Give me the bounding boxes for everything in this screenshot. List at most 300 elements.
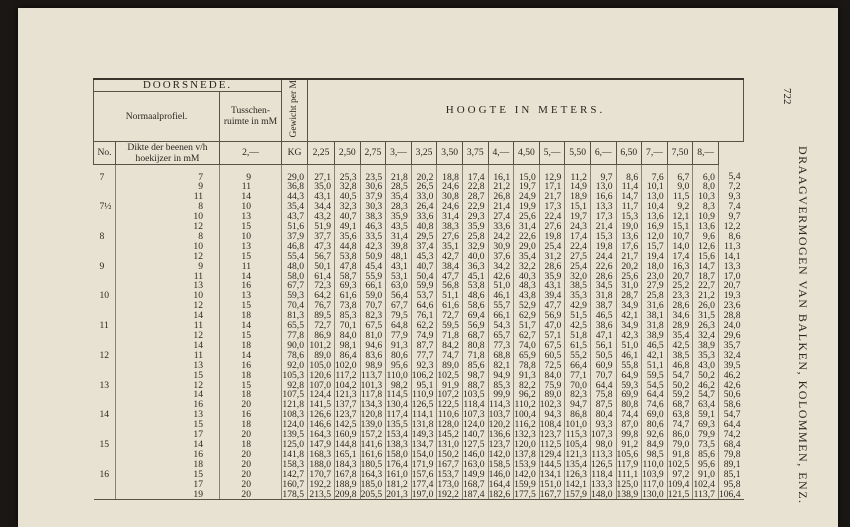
table-cell: 142,0 [514, 470, 540, 480]
table-cell: 138,9 [616, 490, 642, 500]
table-cell: 9,7 [590, 164, 616, 182]
table-cell: 36,8 [282, 182, 308, 192]
table-cell: 25,8 [462, 232, 488, 242]
table-cell: 107,0 [308, 381, 335, 391]
table-cell: 97,2 [667, 470, 693, 480]
table-cell: 62,7 [514, 331, 540, 341]
table-cell: 38,3 [437, 222, 463, 232]
table-cell: 44,3 [282, 192, 308, 202]
table-cell: 14 [220, 321, 282, 331]
table-cell: 91,8 [667, 450, 693, 460]
table-cell: 102,4 [693, 480, 719, 490]
table-cell: 12 [116, 222, 220, 232]
table-cell: 74,7 [437, 351, 463, 361]
table-cell: 117,4 [386, 410, 412, 420]
table-cell: 80,8 [616, 400, 642, 410]
table-cell: 149,9 [462, 470, 488, 480]
table-cell: 74,4 [616, 410, 642, 420]
table-cell: 14 [116, 390, 220, 400]
table-cell: 113,7 [693, 490, 719, 500]
table-cell: 11 [116, 272, 220, 282]
table-cell: 82,2 [514, 381, 540, 391]
table-cell: 117,2 [335, 371, 361, 381]
table-cell: 163,0 [462, 460, 488, 470]
table-cell: 8,3 [693, 202, 719, 212]
height-col-header: 5,— [539, 141, 565, 164]
table-cell: 21,4 [488, 202, 514, 212]
table-cell: 14 [220, 192, 282, 202]
table-cell: 104,2 [335, 381, 361, 391]
table-cell: 157,9 [565, 490, 591, 500]
table-cell: 14,0 [667, 242, 693, 252]
table-cell: 102,5 [437, 371, 463, 381]
table-cell: 142,1 [565, 480, 591, 490]
table-cell: 72,7 [437, 311, 463, 321]
table-cell: 54,5 [642, 381, 668, 391]
table-cell: 7,4 [718, 202, 743, 212]
table-cell: 67,5 [360, 321, 386, 331]
table-cell: 9 [116, 182, 220, 192]
table-cell: 153,7 [437, 470, 463, 480]
table-cell: 7 [99, 171, 105, 183]
table-cell: 40,7 [335, 212, 361, 222]
table-cell: 28,3 [386, 202, 412, 212]
table-cell: 192,2 [437, 490, 463, 500]
table-cell: 180,5 [360, 460, 386, 470]
table-cell: 51,9 [308, 222, 335, 232]
table-cell: 56,8 [437, 281, 463, 291]
table-cell: 37,9 [282, 232, 308, 242]
table-cell: 47,7 [539, 301, 565, 311]
table-cell: 7½ [99, 201, 112, 213]
table-cell: 113,7 [360, 371, 386, 381]
table-cell: 131,8 [411, 420, 437, 430]
table-cell: 30,8 [437, 192, 463, 202]
table-cell: 31,4 [386, 232, 412, 242]
table-cell: 24,2 [488, 232, 514, 242]
table-cell: 31,4 [437, 212, 463, 222]
table-cell: 13,0 [642, 192, 668, 202]
table-cell: 42,6 [488, 272, 514, 282]
table-cell: 28,5 [386, 182, 412, 192]
table-cell: 117,0 [642, 480, 668, 490]
table-cell: 29,6 [718, 331, 743, 341]
table-cell: 48,0 [282, 262, 308, 272]
table-cell: 46,2 [718, 371, 743, 381]
table-cell: 11 [116, 321, 220, 331]
table-cell: 18,8 [437, 164, 463, 182]
table-cell: 16 [220, 281, 282, 291]
table-cell: 72,3 [308, 281, 335, 291]
table-cell: 89,0 [437, 361, 463, 371]
table-cell: 78,8 [514, 361, 540, 371]
table-cell: 87,0 [616, 420, 642, 430]
table-cell: 9 [220, 164, 282, 182]
height-col-header: 7,50 [667, 141, 693, 164]
table-cell: 7,2 [718, 182, 743, 192]
table-cell: 75,9 [539, 381, 565, 391]
page-number: 722 [781, 88, 793, 105]
table-cell: 50,2 [667, 381, 693, 391]
table-cell: 31,2 [539, 252, 565, 262]
table-cell: 24,3 [565, 222, 591, 232]
table-cell [94, 361, 116, 371]
table-cell: 43,1 [539, 281, 565, 291]
table-cell: 26,8 [488, 192, 514, 202]
table-cell: 59,0 [360, 291, 386, 301]
table-row [94, 490, 744, 500]
table-cell: 105,6 [616, 450, 642, 460]
table-cell: 42,7 [437, 252, 463, 262]
table-cell: 9,7 [718, 212, 743, 222]
table-cell: 14 [99, 409, 110, 421]
table-cell: 20 [220, 400, 282, 410]
table-cell: 11 [220, 182, 282, 192]
table-cell: 70,4 [282, 301, 308, 311]
table-cell: 25,6 [514, 212, 540, 222]
table-cell: 17,6 [616, 242, 642, 252]
table-cell: 64,8 [386, 321, 412, 331]
table-cell: 139,0 [360, 420, 386, 430]
table-cell: 98,9 [360, 361, 386, 371]
table-cell: 108,4 [539, 420, 565, 430]
table-cell: 64,4 [590, 381, 616, 391]
table-cell: 37,9 [360, 192, 386, 202]
table-cell: 46,8 [667, 361, 693, 371]
table-cell: 10 [220, 202, 282, 212]
table-cell: 11 [116, 192, 220, 202]
table-cell: 20,2 [616, 262, 642, 272]
table-cell: 34,5 [590, 281, 616, 291]
table-cell: 31,0 [616, 281, 642, 291]
table-cell: 42,3 [360, 242, 386, 252]
table-cell: 60,9 [590, 361, 616, 371]
table-cell: 129,4 [539, 450, 565, 460]
table-cell: 158,3 [282, 460, 308, 470]
table-cell: 102,0 [335, 361, 361, 371]
table-cell: 73,5 [693, 440, 719, 450]
table-cell: 146,6 [308, 420, 335, 430]
table-cell: 46,2 [693, 381, 719, 391]
table-cell: 6,0 [693, 164, 719, 182]
table-cell: 171,9 [411, 460, 437, 470]
height-col-header: 2,— [220, 141, 282, 164]
table-cell: 121,3 [335, 390, 361, 400]
table-cell: 88,7 [462, 381, 488, 391]
table-cell: 54,7 [667, 371, 693, 381]
table-cell: 15 [220, 331, 282, 341]
table-cell: 89,0 [308, 351, 335, 361]
table-cell: 110,0 [386, 371, 412, 381]
table-cell: 71,8 [437, 331, 463, 341]
table-cell: 33,0 [411, 192, 437, 202]
table-cell [94, 420, 116, 430]
table-cell: 70,7 [360, 301, 386, 311]
table-cell: 38,3 [360, 212, 386, 222]
table-cell: 32,4 [693, 331, 719, 341]
table-cell: 160,9 [335, 430, 361, 440]
table-cell: 43,5 [386, 222, 412, 232]
table-cell: 112,5 [539, 440, 565, 450]
table-cell: 19,9 [514, 202, 540, 212]
tusschenruimte-header: Tusschen-ruimte in mM [220, 92, 282, 142]
table-cell: 154,0 [411, 450, 437, 460]
table-cell: 35,9 [462, 222, 488, 232]
table-cell: 17 [116, 430, 220, 440]
table-cell: 85,3 [488, 381, 514, 391]
table-cell: 120,6 [308, 371, 335, 381]
table-cell [94, 252, 116, 262]
table-cell: 46,5 [590, 311, 616, 321]
table-cell: 10 [116, 212, 220, 222]
table-cell: 68,7 [667, 400, 693, 410]
table-cell: 20 [220, 450, 282, 460]
table-cell [94, 301, 116, 311]
table-cell: 68,7 [462, 331, 488, 341]
table-cell: 167,8 [335, 470, 361, 480]
table-cell: 20 [220, 460, 282, 470]
table-cell: 103,9 [642, 470, 668, 480]
table-cell: 73,8 [335, 301, 361, 311]
table-cell: 83,6 [360, 351, 386, 361]
table-cell: 146,0 [488, 470, 514, 480]
table-cell: 47,3 [308, 242, 335, 252]
table-cell: 188,9 [335, 480, 361, 490]
table-cell: 19 [116, 490, 220, 500]
height-col-header: 5,50 [565, 141, 591, 164]
table-cell: 160,7 [282, 480, 308, 490]
table-cell: 12,9 [539, 164, 565, 182]
table-cell: 75,8 [590, 390, 616, 400]
table-cell: 81,0 [360, 331, 386, 341]
height-col-header: 6,— [590, 141, 616, 164]
height-col-header: 7,— [642, 141, 668, 164]
table-cell: 82,3 [565, 390, 591, 400]
table-cell: 34,9 [616, 301, 642, 311]
table-cell: 51,0 [488, 281, 514, 291]
table-cell: 30,6 [360, 182, 386, 192]
table-cell: 37,6 [488, 252, 514, 262]
table-cell: 56,1 [590, 341, 616, 351]
table-cell: 91,0 [693, 470, 719, 480]
table-cell: 67,7 [282, 281, 308, 291]
table-cell: 33,5 [360, 232, 386, 242]
table-cell: 57,1 [539, 331, 565, 341]
table-cell: 59,1 [693, 410, 719, 420]
table-cell: 177,5 [514, 490, 540, 500]
table-cell: 50,6 [718, 390, 743, 400]
table-cell: 19,4 [642, 252, 668, 262]
table-cell: 117,9 [616, 460, 642, 470]
table-cell: 105,3 [282, 371, 308, 381]
table-cell: 13,6 [693, 222, 719, 232]
table-cell: 19,0 [616, 222, 642, 232]
table-cell: 66,4 [565, 361, 591, 371]
table-cell: 22,6 [514, 232, 540, 242]
side-running-title: DRAAGVERMOGEN VAN BALKEN, KOLOMMEN, ENZ. [796, 146, 810, 505]
table-cell: 68,8 [488, 351, 514, 361]
table-cell: 16,9 [642, 222, 668, 232]
table-cell: 99,8 [616, 430, 642, 440]
table-cell: 27,4 [488, 212, 514, 222]
table-cell: 64,4 [642, 390, 668, 400]
table-cell: 30,9 [488, 242, 514, 252]
table-cell: 20 [220, 470, 282, 480]
table-cell: 8,6 [718, 232, 743, 242]
table-cell: 137,7 [335, 400, 361, 410]
table-cell: 29,0 [514, 242, 540, 252]
table-cell: 16,6 [590, 192, 616, 202]
table-cell: 95,1 [411, 381, 437, 391]
table-cell: 77,3 [488, 341, 514, 351]
table-cell: 37,7 [308, 232, 335, 242]
table-cell: 58,6 [718, 400, 743, 410]
table-cell: 51,6 [282, 222, 308, 232]
table-cell: 72,7 [308, 321, 335, 331]
table-cell: 86,4 [335, 351, 361, 361]
table-cell: 51,1 [642, 361, 668, 371]
table-cell: 164,3 [308, 430, 335, 440]
table-cell: 20 [220, 480, 282, 490]
table-cell: 27,1 [308, 164, 335, 182]
table-cell: 168,3 [308, 450, 335, 460]
table-cell: 13 [116, 410, 220, 420]
table-cell: 18 [220, 341, 282, 351]
table-cell: 133,3 [590, 480, 616, 490]
table-cell: 86,9 [308, 331, 335, 341]
table-cell: 10,9 [693, 212, 719, 222]
table-cell: 56,9 [462, 321, 488, 331]
table-cell: 10,7 [667, 232, 693, 242]
table-cell: 93,3 [590, 420, 616, 430]
table-cell: 34,6 [667, 311, 693, 321]
table-cell: 89,5 [308, 311, 335, 321]
table-cell [94, 272, 116, 282]
table-cell: 39,5 [718, 361, 743, 371]
table-cell: 16,3 [667, 262, 693, 272]
table-cell: 159,9 [514, 480, 540, 490]
table-cell: 157,6 [411, 470, 437, 480]
table-cell: 106,2 [411, 371, 437, 381]
table-cell: 17,3 [590, 212, 616, 222]
table-cell: 10 [99, 290, 110, 302]
table-cell: 18,0 [642, 262, 668, 272]
table-cell: 59,5 [437, 321, 463, 331]
table-cell: 10 [116, 291, 220, 301]
table-cell: 167,7 [539, 490, 565, 500]
table-cell: 63,8 [667, 410, 693, 420]
table-cell: 127,5 [462, 440, 488, 450]
table-cell [94, 222, 116, 232]
table-cell: 21,7 [616, 252, 642, 262]
table-cell: 17,4 [462, 164, 488, 182]
table-cell: 59,3 [616, 381, 642, 391]
table-cell: 14 [116, 341, 220, 351]
table-cell: 19,8 [539, 232, 565, 242]
table-cell: 69,3 [693, 420, 719, 430]
table-cell: 46,5 [642, 341, 668, 351]
table-cell: 13 [220, 291, 282, 301]
table-cell: 95,6 [693, 460, 719, 470]
table-cell: 66,1 [360, 281, 386, 291]
table-cell: 45,4 [360, 262, 386, 272]
table-cell: 115,3 [565, 430, 591, 440]
table-cell: 144,5 [539, 460, 565, 470]
table-cell: 59,2 [667, 390, 693, 400]
table-cell: 35,4 [386, 192, 412, 202]
table-cell: 28,7 [462, 192, 488, 202]
table-cell: 121,5 [667, 490, 693, 500]
table-cell: 32,4 [718, 351, 743, 361]
table-cell: 58,6 [462, 301, 488, 311]
table-cell: 91,2 [616, 440, 642, 450]
table-cell: 188,0 [308, 460, 335, 470]
table-cell: 66,1 [488, 311, 514, 321]
table-cell: 13 [116, 281, 220, 291]
table-cell: 30,3 [360, 202, 386, 212]
table-cell: 9,0 [667, 182, 693, 192]
height-col-header: 3,25 [411, 141, 437, 164]
table-cell: 120,8 [360, 410, 386, 420]
table-cell: 12 [116, 301, 220, 311]
table-cell: 29,3 [462, 212, 488, 222]
table-cell: 157,2 [360, 430, 386, 440]
table-cell: 42,1 [642, 351, 668, 361]
table-cell: 52,9 [514, 301, 540, 311]
table-cell: 65,5 [282, 321, 308, 331]
table-cell: 118,4 [462, 400, 488, 410]
table-cell: 15,1 [565, 202, 591, 212]
table-cell: 42,5 [667, 341, 693, 351]
table-cell: 100,4 [514, 410, 540, 420]
table-cell: 69,9 [616, 390, 642, 400]
table-cell: 61,6 [335, 291, 361, 301]
table-cell: 38,4 [437, 262, 463, 272]
table-cell: 35,1 [437, 242, 463, 252]
table-cell: 94,6 [360, 341, 386, 351]
table-cell: 11 [220, 262, 282, 272]
table-cell: 33,6 [488, 222, 514, 232]
table-cell: 12,0 [642, 232, 668, 242]
table-cell: 56,4 [386, 291, 412, 301]
table-cell: 21,4 [590, 222, 616, 232]
table-cell: 124,0 [462, 420, 488, 430]
table-cell: 28,6 [667, 301, 693, 311]
table-cell: 54,7 [718, 410, 743, 420]
table-cell: 55,9 [360, 272, 386, 282]
table-cell: 48,3 [514, 281, 540, 291]
table-cell [94, 390, 116, 400]
table-cell: 42,5 [565, 321, 591, 331]
table-cell: 10,3 [693, 192, 719, 202]
table-cell: 94,9 [488, 371, 514, 381]
table-cell: 31,8 [590, 291, 616, 301]
table-cell: 24,6 [437, 182, 463, 192]
table-cell: 25,4 [539, 242, 565, 252]
table-cell [94, 490, 116, 500]
table-cell: 32,8 [335, 182, 361, 192]
table-cell: 17 [116, 480, 220, 490]
table-cell: 43,1 [386, 262, 412, 272]
table-cell: 110,0 [642, 460, 668, 470]
table-cell: 98,7 [462, 371, 488, 381]
table-cell: 142,7 [282, 470, 308, 480]
table-cell: 56,9 [539, 311, 565, 321]
hoogte-header: HOOGTE IN METERS. [308, 79, 744, 141]
table-cell: 110,6 [437, 410, 463, 420]
table-cell: 59,5 [642, 371, 668, 381]
table-cell: 18 [220, 371, 282, 381]
